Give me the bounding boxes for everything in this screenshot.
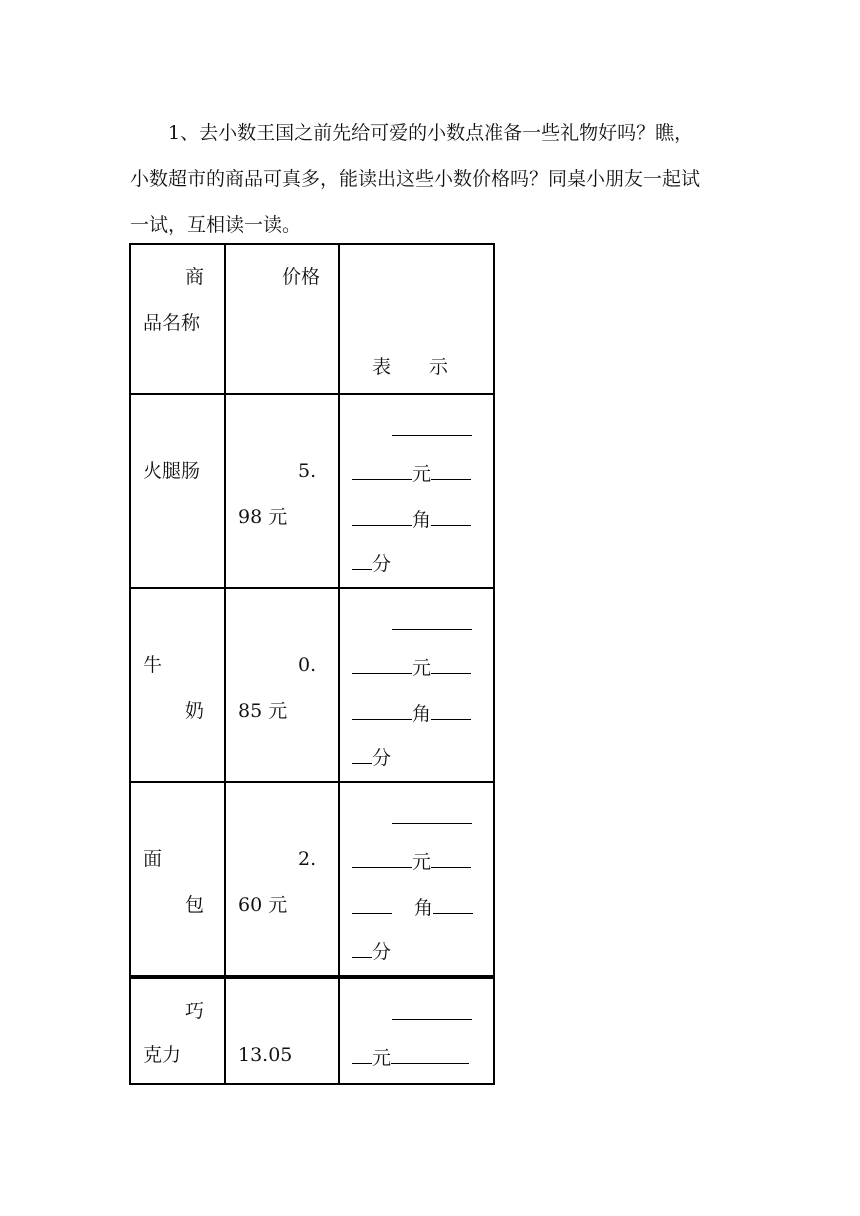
question-line-2: 小数超市的商品可真多，能读出这些小数价格吗？同桌小朋友一起试 (130, 168, 701, 190)
item-repr-cell (339, 782, 494, 977)
answer-blank[interactable] (431, 459, 471, 480)
answer-blank[interactable] (431, 699, 471, 720)
answer-blank[interactable] (392, 999, 472, 1020)
jiao-unit: 角 (412, 703, 432, 725)
item-name-cell (130, 394, 225, 588)
item-price-cell (225, 394, 339, 588)
item-name-part1: 牛 (143, 654, 163, 676)
answer-blank[interactable] (433, 893, 473, 914)
table-row (130, 977, 494, 1084)
item-repr-cell (339, 394, 494, 588)
item-price-part2: 85 元 (238, 700, 288, 722)
item-price-cell (225, 977, 339, 1084)
yuan-blank[interactable] (352, 459, 412, 480)
item-price-part1: 0. (298, 654, 317, 676)
item-price-part2: 98 元 (238, 506, 288, 528)
item-name-cell (130, 977, 225, 1084)
item-name-part1: 面 (143, 848, 163, 870)
yuan-blank[interactable] (352, 653, 412, 674)
answer-blank[interactable] (431, 505, 471, 526)
price-table (129, 243, 495, 1085)
question-line-3: 一试，互相读一读。 (130, 214, 302, 236)
question-line-1: 1、去小数王国之前先给可爱的小数点准备一些礼物好吗？瞧， (168, 122, 694, 144)
yuan-unit: 元 (412, 851, 432, 873)
question-text (130, 110, 740, 248)
header-name-part2: 品名称 (143, 312, 201, 334)
fen-unit: 分 (372, 553, 392, 575)
item-price-cell (225, 588, 339, 782)
item-price-part2: 60 元 (238, 894, 288, 916)
item-name: 火腿肠 (143, 460, 201, 482)
answer-blank[interactable] (392, 803, 472, 824)
yuan-blank[interactable] (352, 847, 412, 868)
item-name-part2: 克力 (143, 1044, 182, 1066)
item-repr-cell (339, 588, 494, 782)
header-price: 价格 (282, 266, 321, 288)
table-row (130, 588, 494, 782)
answer-blank[interactable] (391, 1043, 469, 1064)
item-price-part1: 2. (298, 848, 317, 870)
item-name-part1: 巧 (185, 1000, 205, 1022)
answer-blank[interactable] (392, 415, 472, 436)
yuan-unit: 元 (412, 657, 432, 679)
yuan-blank[interactable] (352, 1043, 372, 1064)
jiao-blank[interactable] (352, 505, 412, 526)
yuan-unit: 元 (412, 463, 432, 485)
answer-blank[interactable] (431, 653, 471, 674)
table-row (130, 782, 494, 977)
table-row (130, 394, 494, 588)
jiao-blank[interactable] (352, 893, 392, 914)
header-name-part1: 商 (185, 266, 205, 288)
jiao-unit: 角 (414, 897, 434, 919)
item-repr-cell (339, 977, 494, 1084)
fen-unit: 分 (372, 941, 392, 963)
item-name-part2: 包 (185, 894, 205, 916)
fen-blank[interactable] (352, 937, 372, 958)
item-name-part2: 奶 (185, 700, 205, 722)
item-price: 13.05 (238, 1044, 293, 1066)
item-price-part1: 5. (298, 460, 317, 482)
answer-blank[interactable] (392, 609, 472, 630)
header-repr: 表 示 (372, 356, 449, 378)
item-name-cell (130, 782, 225, 977)
table-header-row (130, 244, 494, 394)
item-price-cell (225, 782, 339, 977)
fen-blank[interactable] (352, 549, 372, 570)
answer-blank[interactable] (431, 847, 471, 868)
jiao-unit: 角 (412, 509, 432, 531)
header-name-cell (130, 244, 225, 394)
item-name-cell (130, 588, 225, 782)
header-price-cell (225, 244, 339, 394)
jiao-blank[interactable] (352, 699, 412, 720)
yuan-unit: 元 (372, 1047, 392, 1069)
header-repr-cell (339, 244, 494, 394)
fen-unit: 分 (372, 747, 392, 769)
fen-blank[interactable] (352, 743, 372, 764)
